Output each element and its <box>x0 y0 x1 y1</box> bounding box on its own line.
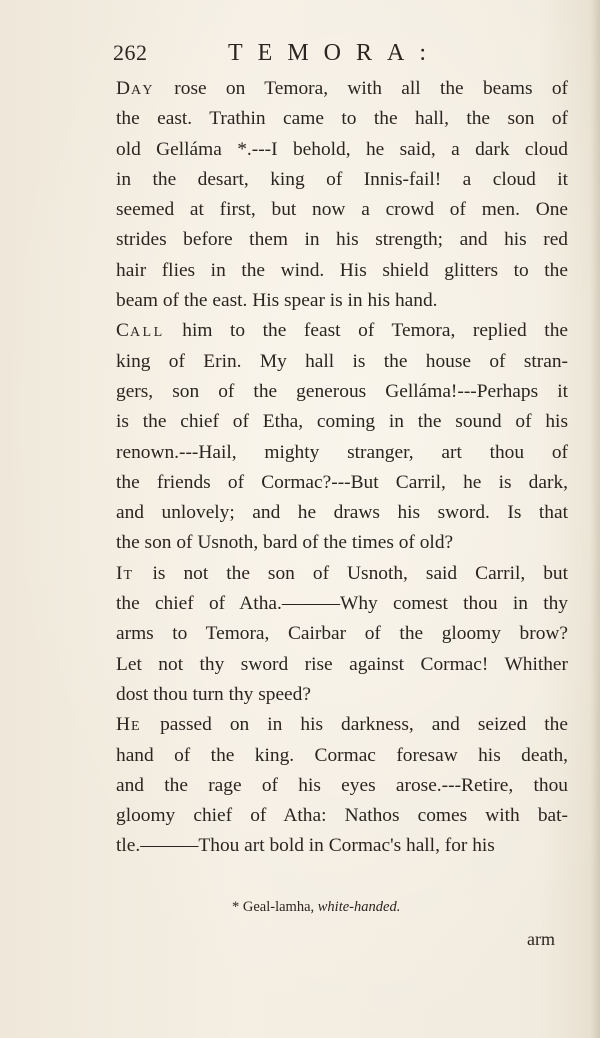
text-line <box>116 741 568 771</box>
page-edge-shadow <box>590 0 600 1038</box>
paragraph-lead-word: IT <box>116 562 135 584</box>
text-line <box>116 680 568 710</box>
line-text: hand of the king. Cormac foresaw his death, <box>116 744 568 766</box>
text-line <box>116 135 568 165</box>
line-text: the chief of Atha.———Why comest thou in thy <box>116 593 568 615</box>
body-text <box>116 74 568 862</box>
text-line <box>116 316 568 346</box>
line-text: renown.---Hail, mighty stranger, art thou of <box>116 441 568 463</box>
line-text: hair flies in the wind. His shield glitters to the <box>116 259 568 281</box>
line-text: the friends of Cormac?---But Carril, he is dark, <box>116 471 568 493</box>
line-text: strides before them in his strength; and his red <box>116 229 568 251</box>
line-text: Let not thy sword rise against Cormac! Whither <box>116 653 568 675</box>
text-line <box>116 74 568 104</box>
running-title: TEMORA: <box>228 40 441 66</box>
line-text: old Gelláma *.---I behold, he said, a dark cloud <box>116 138 568 160</box>
text-line <box>116 528 568 558</box>
text-line <box>116 559 568 589</box>
line-text: is the chief of Etha, coming in the sound of his <box>116 411 568 433</box>
line-text: and the rage of his eyes arose.---Retire, thou <box>116 774 568 796</box>
text-line <box>116 407 568 437</box>
text-line <box>116 225 568 255</box>
line-text: in the desart, king of Innis-fail! a cloud it <box>116 168 568 190</box>
text-line <box>116 256 568 286</box>
text-line <box>116 801 568 831</box>
line-text: arms to Temora, Cairbar of the gloomy brow? <box>116 623 568 645</box>
line-text: beam of the east. His spear is in his hand. <box>116 290 438 312</box>
text-line <box>116 347 568 377</box>
text-line <box>116 589 568 619</box>
text-line <box>116 377 568 407</box>
paragraph-lead-word: DAY <box>116 78 155 99</box>
text-line <box>116 438 568 468</box>
text-line <box>116 771 568 801</box>
text-line <box>116 831 568 861</box>
footnote-gloss: white-handed. <box>317 899 401 915</box>
page-header <box>113 40 513 72</box>
line-text: gers, son of the generous Gelláma!---Perhaps it <box>116 380 568 402</box>
line-text: passed on in his darkness, and seized the <box>142 714 568 736</box>
text-line <box>116 619 568 649</box>
paragraph-lead-word: HE <box>116 714 143 736</box>
text-line <box>116 498 568 528</box>
text-line <box>116 165 568 195</box>
catchword: arm <box>527 929 555 949</box>
page-number: 262 <box>113 40 148 65</box>
line-text: him to the feast of Temora, replied the <box>164 320 568 342</box>
line-text: the son of Usnoth, bard of the times of old? <box>116 532 454 554</box>
text-line <box>116 286 568 316</box>
footnote-marker: * Geal-lamha, <box>232 899 315 915</box>
text-line <box>116 468 568 498</box>
text-line <box>116 650 568 680</box>
text-line <box>116 104 568 134</box>
text-line <box>116 195 568 225</box>
line-text: tle.———Thou art bold in Cormac's hall, for his <box>116 835 495 857</box>
line-text: king of Erin. My hall is the house of stran- <box>116 350 568 372</box>
line-text: and unlovely; and he draws his sword. Is that <box>116 502 568 524</box>
text-line <box>116 710 568 740</box>
line-text: is not the son of Usnoth, said Carril, but <box>134 562 568 584</box>
line-text: gloomy chief of Atha: Nathos comes with bat- <box>116 805 568 827</box>
footnote <box>232 899 400 916</box>
paragraph-lead-word: CALL <box>116 320 165 342</box>
line-text: dost thou turn thy speed? <box>116 683 311 705</box>
line-text: the east. Trathin came to the hall, the son of <box>116 108 568 130</box>
line-text: seemed at first, but now a crowd of men. One <box>116 199 568 221</box>
line-text: rose on Temora, with all the beams of <box>154 78 568 99</box>
